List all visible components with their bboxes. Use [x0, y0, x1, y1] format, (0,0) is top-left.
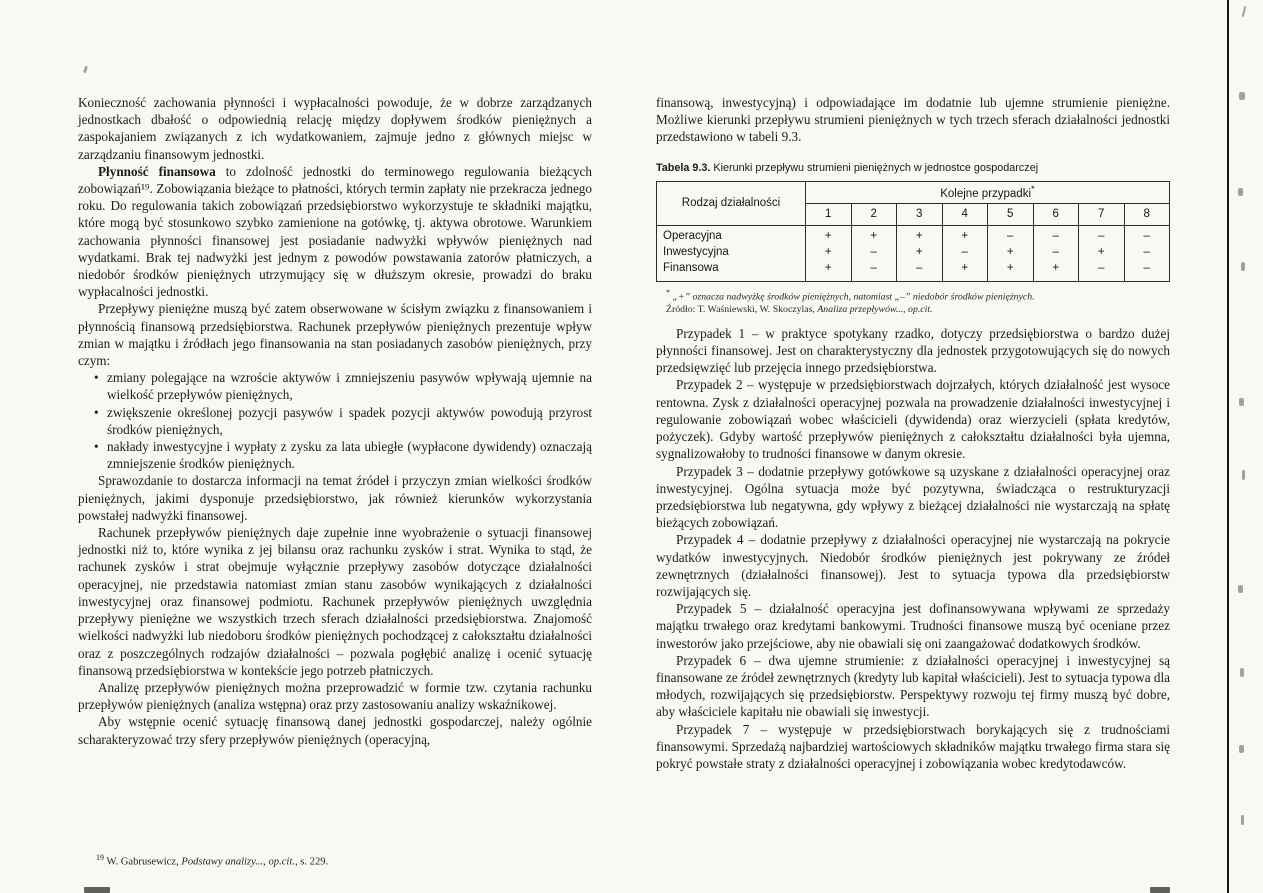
table-note-marker: * — [666, 287, 671, 297]
case-number: 4 — [942, 203, 988, 225]
bullet-list — [88, 369, 592, 472]
page-number-cutoff-left — [84, 887, 110, 893]
paragraph: finansową, inwestycyjną) i odpowiadające im dodatnie lub ujemne strumienie pieniężne. Możliwe kierunki przepływu strumieni pieniężnych w tych trzech sferach działalności jednostki przedstawiono w tabeli 9.3. — [656, 95, 1170, 145]
scan-artifact — [1242, 470, 1245, 480]
flow-sign-cell: + — [988, 244, 1034, 260]
bullet-item: • nakłady inwestycyjne i wypłaty z zysku za lata ubiegłe (wypłacone dywidendy) oznaczają zmniejszenie środków pieniężnych. — [94, 438, 592, 472]
paragraph: Aby wstępnie ocenić sytuację finansową danej jednostki gospodarczej, należy ogólnie scharakteryzować trzy sfery przepływów pieniężnych (operacyjną, — [78, 714, 592, 747]
flow-sign-cell: + — [806, 260, 852, 282]
flow-sign-cell: – — [1079, 225, 1125, 244]
case-paragraph-1: Przypadek 1 – w praktyce spotykany rzadko, dotyczy przedsiębiorstwa o bardzo dużej płynności finansowej. Jest on charakterystyczny dla jednostek przygotowujących się do nowych przedsięwzięć lub przejęcia innego przedsiębiorstwa. — [656, 325, 1170, 376]
scan-artifact — [1239, 398, 1244, 406]
case-number: 8 — [1124, 203, 1170, 225]
table-header — [657, 181, 1170, 225]
case-number: 7 — [1079, 203, 1125, 225]
case-paragraph-5: Przypadek 5 – działalność operacyjna jest dofinansowywana wpływami ze sprzedaży majątku trwałego oraz kredytami bankowymi. Trudności finansowe muszą być oceniane przez inwestorów jako przejściowe, aby nie obawiali się oni zaangażować dodatkowych środków. — [656, 601, 1170, 651]
flow-sign-cell: + — [1079, 244, 1125, 260]
paragraph-text: to zdolność jednostki do terminowego regulowania bieżących zobowiązań¹⁹. Zobowiązania bieżące to płatności, których termin zapłaty nie przekracza jednego roku. Do regulowania takich zobowiązań przedsiębiorstwo wykorzystuje te składniki majątku, które mogą być stosunkowo szybko zamienione na gotówkę, tj. aktywa obrotowe. Warunkiem zachowania płynności finansowej jest posiadanie nadwyżki wpływów pieniężnych nad wydatkami. Brak tej nadwyżki jest jednym z powodów powstawania zatorów płatniczych, a niedobór środków pieniężnych utrzymujący się w dłuższym okresie, prowadzi do braku wypłacalności jednostki. — [78, 163, 592, 300]
table-9-3 — [656, 181, 1170, 282]
header-activity-type: Rodzaj działalności — [657, 181, 806, 225]
flow-sign-cell: – — [1033, 244, 1079, 260]
flow-sign-cell: + — [942, 260, 988, 282]
table-header-row — [657, 181, 1170, 203]
flow-sign-cell: + — [942, 225, 988, 244]
case-paragraph-3: Przypadek 3 – dodatnie przepływy gotówkowe są uzyskane z działalności operacyjnej oraz inwestycyjnej. Ogólna sytuacja może być pozytywna, świadcząca o restrukturyzacji przedsiębiorstwa lub negatywna, gdy wpływy z bieżącej działalności nie wystarczają na spłatę bieżących zobowiązań. — [656, 463, 1170, 531]
term-plynnosc-finansowa: Płynność finansowa — [98, 163, 216, 179]
flow-sign-cell: + — [988, 260, 1034, 282]
footnote-title: Podstawy analizy..., op.cit., — [181, 856, 298, 868]
bullet-item: • zmiany polegające na wzroście aktywów i zmniejszeniu pasywów wpływają ujemnie na wielkość przepływów pieniężnych, — [94, 369, 592, 403]
flow-sign-cell: – — [942, 244, 988, 260]
case-number: 6 — [1033, 203, 1079, 225]
table-row — [657, 260, 1170, 282]
table-source — [656, 304, 1170, 316]
flow-sign-cell: + — [806, 225, 852, 244]
flow-sign-cell: – — [1033, 225, 1079, 244]
table-caption — [656, 162, 1170, 174]
paragraph: Sprawozdanie to dostarcza informacji na temat źródeł i przyczyn zmian wielkości środków pieniężnych, jakimi dysponuje przedsiębiorstwo, jak również kierunków wykorzystania powstałej nadwyżki finansowej. — [78, 473, 592, 523]
scan-artifact — [1241, 815, 1244, 825]
flow-sign-cell: – — [1124, 225, 1170, 244]
header-cases-group — [806, 181, 1170, 203]
table-caption-label: Tabela 9.3. — [656, 161, 711, 174]
case-paragraph-2: Przypadek 2 – występuje w przedsiębiorstwach dojrzałych, których działalność jest wysoce rentowna. Zysk z działalności operacyjnej pozwala na prowadzenie działalności inwestycyjnej i regulowanie zobowiązań wobec właścicieli (dywidenda) oraz wierzycieli (spłata kredytów, pożyczek). Gdyby wartość przepływów pieniężnych z całokształtu działalności była ujemna, sygnalizowałoby to trudności finansowe w danym okresie. — [656, 377, 1170, 462]
right-page-column — [656, 94, 1170, 772]
table-row — [657, 225, 1170, 244]
table-body — [657, 225, 1170, 281]
case-number: 3 — [897, 203, 943, 225]
table-row — [657, 244, 1170, 260]
paragraph: Konieczność zachowania płynności i wypłacalności powoduje, że w dobrze zarządzanych jednostkach dbałość o odpowiednią relację między dopływem środków pieniężnych a zaspokajaniem związanych z ich wydatkowaniem, zajmuje jedno z głównych miejsc w zarządzaniu finansowym jednostki. — [78, 95, 592, 162]
flow-sign-cell: – — [851, 260, 897, 282]
flow-sign-cell: + — [806, 244, 852, 260]
flow-sign-cell: – — [988, 225, 1034, 244]
case-paragraphs — [656, 325, 1170, 772]
left-page-column — [78, 94, 592, 748]
scan-artifact — [1240, 668, 1244, 677]
row-label: Inwestycyjna — [657, 244, 806, 260]
flow-sign-cell: – — [851, 244, 897, 260]
row-label: Finansowa — [657, 260, 806, 282]
footnote-page-ref: s. 229. — [297, 856, 329, 868]
scan-artifact — [1239, 92, 1245, 100]
flow-sign-cell: – — [897, 260, 943, 282]
flow-sign-cell: – — [1124, 260, 1170, 282]
case-number: 2 — [851, 203, 897, 225]
flow-sign-cell: + — [897, 225, 943, 244]
table-note-text: „+” oznacza nadwyżkę środków pieniężnych, natomiast „–” niedobór środków pieniężnych. — [672, 290, 1035, 302]
case-number: 5 — [988, 203, 1034, 225]
header-cases-label: Kolejne przypadki — [940, 188, 1032, 201]
page-number-cutoff-right — [1150, 887, 1170, 893]
flow-sign-cell: – — [1124, 244, 1170, 260]
flow-sign-cell: + — [851, 225, 897, 244]
paragraph — [78, 163, 592, 301]
row-label: Operacyjna — [657, 225, 806, 244]
paragraph: Rachunek przepływów pieniężnych daje zupełnie inne wyobrażenie o sytuacji finansowej jednostki niż to, które wynika z jej bilansu oraz rachunku zysków i strat. Wynika to stąd, że rachunek zysków i strat obejmuje wyłącznie przepływy zasobów dotyczące działalności operacyjnej, nie przedstawia natomiast zmian stanu zasobów wynikających z działalności inwestycyjnej oraz finansowej podmiotu. Rachunek przepływów pieniężnych uwzględnia przepływy pieniężne we wszystkich trzech sferach działalności przedsiębiorstwa. Znajomość wielkości nadwyżki lub niedoboru środków pieniężnych pochodzącej z całokształtu działalności oraz z poszczególnych rodzajów działalności – pozwala pogłębić analizę i ocenić sytuację finansową przedsiębiorstwa w kontekście jego potrzeb płatniczych. — [78, 525, 592, 678]
paragraph: Analizę przepływów pieniężnych można przeprowadzić w formie tzw. czytania rachunku przepływów pieniężnych (analiza wstępna) oraz przy zastosowaniu analizy wskaźnikowej. — [78, 679, 592, 713]
footnote — [96, 851, 516, 869]
scan-artifact — [1238, 188, 1243, 196]
flow-sign-cell: + — [897, 244, 943, 260]
scan-artifact — [1238, 585, 1243, 593]
footnote-author: W. Gabrusewicz, — [104, 856, 182, 868]
scan-artifact — [83, 66, 88, 74]
paragraph: Przepływy pieniężne muszą być zatem obserwowane w ścisłym związku z finansowaniem i płynnością finansową przedsiębiorstwa. Rachunek przepływów pieniężnych prezentuje wpływ zmian w majątku i źródłach jego finansowania na stan posiadanych zasobów pieniężnych, przy czym: — [78, 301, 592, 369]
bullet-item: • zwiększenie określonej pozycji pasywów i spadek pozycji aktywów powodują przyrost środków pieniężnych, — [94, 404, 592, 438]
scan-artifact — [1239, 745, 1244, 753]
table-note — [656, 287, 1170, 303]
case-paragraph-4: Przypadek 4 – dodatnie przepływy z działalności operacyjnej nie wystarczają na pokrycie wydatków inwestycyjnych. Niedobór środków pieniężnych jest pokrywany ze źródeł zewnętrznych (działalności finansowej). Jest to sytuacja typowa dla przedsiębiorstw rozwijających się. — [656, 532, 1170, 599]
scan-artifact — [1241, 262, 1245, 271]
scan-artifact — [1242, 6, 1247, 17]
case-number: 1 — [806, 203, 852, 225]
flow-sign-cell: + — [1033, 260, 1079, 282]
table-source-authors: Źródło: T. Waśniewski, W. Skoczylas, — [666, 303, 818, 315]
footnote-marker: 19 — [96, 853, 104, 862]
header-cases-footnote-mark: * — [1031, 184, 1035, 196]
case-paragraph-7: Przypadek 7 – występuje w przedsiębiorstwach borykających się z trudnościami finansowymi. Sprzedażą najbardziej wartościowych składników majątku trwałego firma stara się pokryć powstałe straty z działalności operacyjnej i zobowiązania wobec kredytodawców. — [656, 721, 1170, 771]
scan-binding-line — [1227, 0, 1229, 893]
table-caption-text: Kierunki przepływu strumieni pieniężnych w jednostce gospodarczej — [713, 161, 1039, 174]
case-paragraph-6: Przypadek 6 – dwa ujemne strumienie: z działalności operacyjnej i inwestycyjnej są finansowane ze źródeł zewnętrznych (kredyty lub kapitał właścicieli). Jest to sytuacja typowa dla młodych, rozwijających się przedsiębiorstw. Perspektywy rozwoju tej firmy muszą być dobre, aby właściciele kapitału nie obawiali się inwestycji. — [656, 652, 1170, 720]
table-source-title: Analiza przepływów..., op.cit. — [817, 303, 933, 315]
flow-sign-cell: – — [1079, 260, 1125, 282]
